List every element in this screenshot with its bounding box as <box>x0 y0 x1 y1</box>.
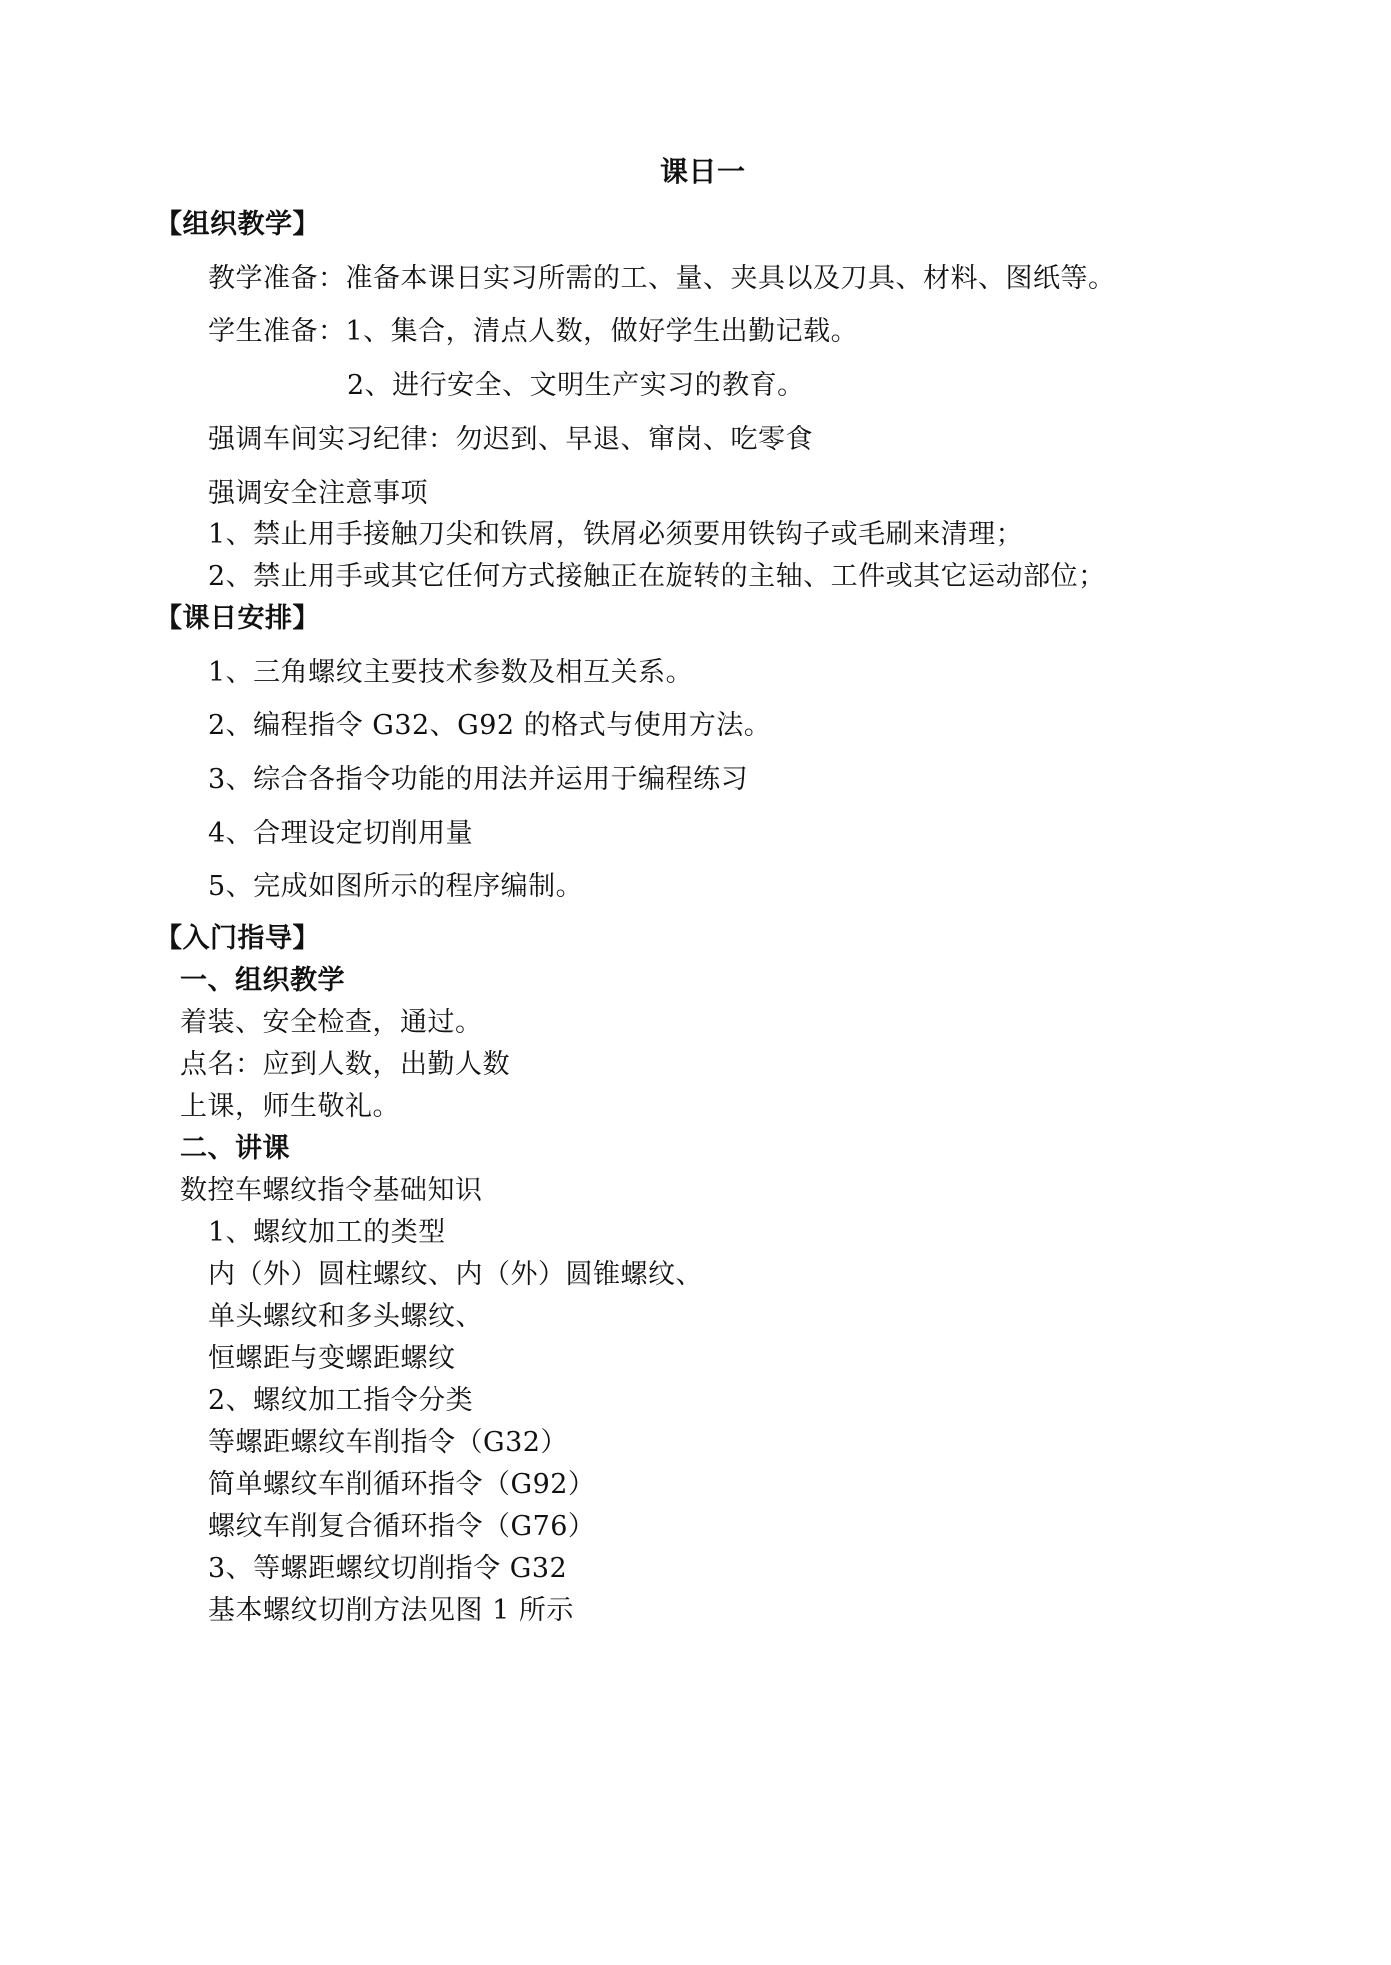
section-heading-schedule: 【课日安排】 <box>155 603 320 634</box>
page-title: 课日一 <box>660 155 746 188</box>
guidance-line: 着装、安全检查，通过。 <box>180 1007 483 1038</box>
lecture-intro-line: 数控车螺纹指令基础知识 <box>180 1175 483 1206</box>
lecture-line: 等螺距螺纹车削指令（G32） <box>208 1427 568 1458</box>
guidance-line: 点名：应到人数，出勤人数 <box>180 1049 510 1080</box>
lecture-line: 简单螺纹车削循环指令（G92） <box>208 1469 596 1500</box>
schedule-item: 3、综合各指令功能的用法并运用于编程练习 <box>208 764 749 795</box>
lecture-line: 单头螺纹和多头螺纹、 <box>208 1301 483 1332</box>
teaching-prep-line: 教学准备：准备本课日实习所需的工、量、夹具以及刀具、材料、图纸等。 <box>208 263 1116 294</box>
lecture-line: 1、螺纹加工的类型 <box>208 1217 446 1248</box>
section-heading-organize: 【组织教学】 <box>155 209 320 240</box>
schedule-item: 4、合理设定切削用量 <box>208 818 474 849</box>
lecture-line: 内（外）圆柱螺纹、内（外）圆锥螺纹、 <box>208 1259 703 1290</box>
lecture-line: 基本螺纹切削方法见图 1 所示 <box>208 1595 574 1626</box>
schedule-item: 5、完成如图所示的程序编制。 <box>208 871 584 902</box>
schedule-item: 2、编程指令 G32、G92 的格式与使用方法。 <box>208 710 772 741</box>
subsection-title-organize: 一、组织教学 <box>180 965 345 996</box>
safety-title-line: 强调安全注意事项 <box>208 478 428 509</box>
student-prep-line-2: 2、进行安全、文明生产实习的教育。 <box>347 370 805 401</box>
schedule-item: 1、三角螺纹主要技术参数及相互关系。 <box>208 657 694 688</box>
discipline-line: 强调车间实习纪律：勿迟到、早退、窜岗、吃零食 <box>208 424 813 455</box>
safety-item-2: 2、禁止用手或其它任何方式接触正在旋转的主轴、工件或其它运动部位； <box>208 561 1106 592</box>
safety-item-1: 1、禁止用手接触刀尖和铁屑，铁屑必须要用铁钩子或毛刷来清理； <box>208 519 1024 550</box>
section-heading-guidance: 【入门指导】 <box>155 923 320 954</box>
lecture-line: 3、等螺距螺纹切削指令 G32 <box>208 1553 568 1584</box>
lecture-line: 恒螺距与变螺距螺纹 <box>208 1343 456 1374</box>
lecture-line: 螺纹车削复合循环指令（G76） <box>208 1511 596 1542</box>
lecture-line: 2、螺纹加工指令分类 <box>208 1385 474 1416</box>
student-prep-line-1: 学生准备：1、集合，清点人数，做好学生出勤记载。 <box>208 316 859 347</box>
guidance-line: 上课，师生敬礼。 <box>180 1091 400 1122</box>
subsection-title-lecture: 二、讲课 <box>180 1133 290 1164</box>
